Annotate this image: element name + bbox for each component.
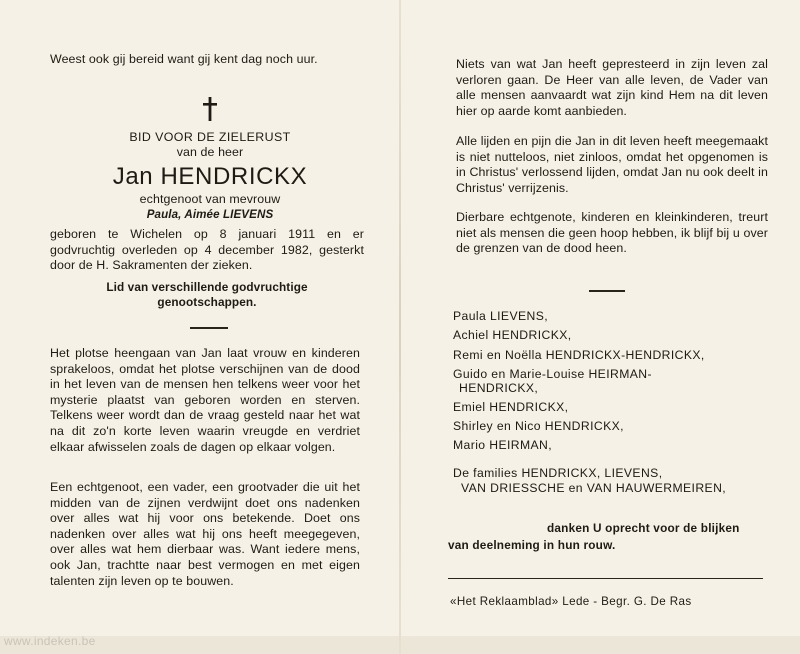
paragraph-sudden-passing: Het plotse heengaan van Jan laat vrouw en kinderen sprakeloos, omdat het plotse verschijnen van de dood in het leven van de mensen hen telkens weer voor het mysterie plaatst van geboren worden en sterven. Telkens weer wordt dan de vraag gesteld naar het wat na dit zo'n korte leven waarin vreugde en verdriet elkaar afwisselen zoals de dagen op elkaar volgen.	[50, 346, 360, 454]
families-subline: VAN DRIESSCHE en VAN HAUWERMEIREN,	[461, 481, 727, 495]
paragraph-suffering: Alle lijden en pijn die Jan in dit leven heeft meegemaakt is niet nutteloos, niet zinloos, omdat het opgenomen is in Christus' verlossend lijden, omdat Jan nu ook deelt in Christus' verrijzenis.	[456, 134, 768, 195]
family-member: Mario HEIRMAN,	[453, 438, 553, 452]
intro-text: Weest ook gij bereid want gij kent dag noch uur.	[50, 52, 318, 66]
printer-credit: «Het Reklaamblad» Lede - Begr. G. De Ras	[450, 595, 692, 608]
family-member: Achiel HENDRICKX,	[453, 328, 572, 342]
prayer-subline: van de heer	[176, 145, 244, 159]
family-member: Remi en Noëlla HENDRICKX-HENDRICKX,	[453, 348, 705, 362]
membership-line: Lid van verschillende godvruchtige	[106, 280, 308, 294]
family-member: Emiel HENDRICKX,	[453, 400, 569, 414]
paragraph-father: Een echtgenoot, een vader, een grootvader die uit het midden van de zijnen verdwijnt doet ons nadenken over alles wat hij voor ons betekende. Doet ons nadenken over alles wat hij ons heeft meegegeven, over alles wat hem dierbaar was. Want iedere mens, ook Jan, trachtte naar best vermogen en met eigen talenten zijn leven op te bouwen.	[50, 480, 360, 588]
watermark: www.indeken.be	[4, 634, 96, 648]
family-member: HENDRICKX,	[459, 381, 539, 395]
left-page	[0, 0, 399, 654]
family-member: Shirley en Nico HENDRICKX,	[453, 419, 624, 433]
family-member: Paula LIEVENS,	[453, 309, 549, 323]
thanks-subline: van deelneming in hun rouw.	[448, 538, 616, 552]
prayer-line: BID VOOR DE ZIELERUST	[129, 130, 291, 144]
membership-subline: genootschappen.	[157, 295, 257, 309]
deceased-name: Jan HENDRICKX	[112, 163, 308, 190]
biography: geboren te Wichelen op 8 januari 1911 en er godvruchtig overleden op 4 december 1982, gesterkt door de H. Sakramenten der zieken.	[50, 227, 364, 273]
families-line: De families HENDRICKX, LIEVENS,	[453, 466, 663, 480]
footer-rule	[448, 578, 763, 579]
right-page	[401, 0, 800, 654]
divider	[589, 290, 625, 292]
cross-icon	[200, 96, 220, 122]
paragraph-nothing-lost: Niets van wat Jan heeft gepresteerd in zijn leven zal verloren gaan. De Heer van alle leven, de Vader van alle mensen aanvaardt wat zijn kind Hem na dit leven hier op aarde komt aanbieden.	[456, 57, 768, 118]
spouse-name: Paula, Aimée LIEVENS	[146, 208, 274, 221]
spouse-intro: echtgenoot van mevrouw	[139, 192, 281, 206]
family-member: Guido en Marie-Louise HEIRMAN-	[453, 367, 652, 381]
thanks-line: danken U oprecht voor de blijken	[547, 521, 740, 535]
divider	[190, 327, 228, 329]
paragraph-farewell: Dierbare echtgenote, kinderen en kleinkinderen, treurt niet als mensen die geen hoop hebben, ik blijf bij u over de grenzen van de dood heen.	[456, 210, 768, 256]
